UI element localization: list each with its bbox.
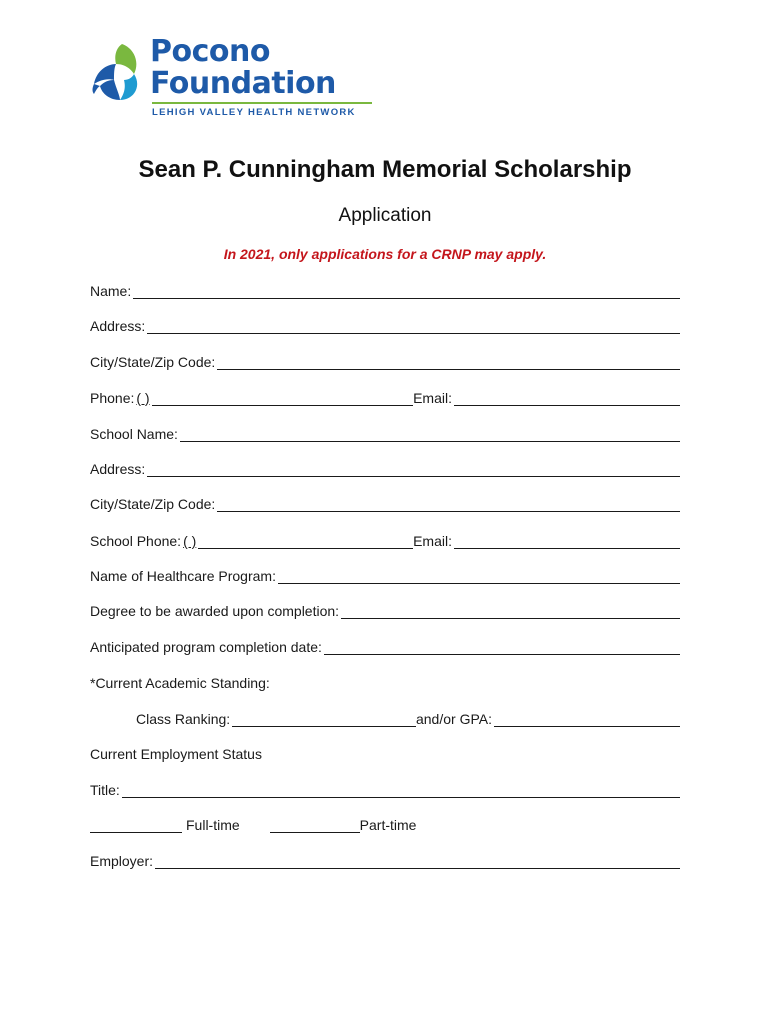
pocono-foundation-logo [90,34,380,120]
degree-field[interactable] [341,604,680,619]
gpa-field[interactable] [494,712,680,727]
ranking-row [136,707,680,727]
standing-label: *Current Academic Standing: [90,675,270,691]
email-label: Email: [413,390,452,406]
phone-field[interactable] [152,391,414,406]
school-email-field[interactable] [454,534,680,549]
school-phone-label: School Phone: [90,533,182,549]
school-name-row [90,422,680,442]
address-label: Address: [90,318,146,334]
school-phone-area-code: ( ) [183,533,197,549]
full-time-label: Full-time [186,817,240,833]
school-address-field[interactable] [147,462,680,477]
phone-label: Phone: [90,390,135,406]
class-ranking-label: Class Ranking: [136,711,231,727]
employer-field[interactable] [155,854,680,869]
phone-area-code: ( ) [136,390,150,406]
school-city-row [90,492,680,512]
completion-field[interactable] [324,640,680,655]
degree-row [90,599,680,619]
program-field[interactable] [278,569,680,584]
city-row [90,350,680,370]
school-city-field[interactable] [217,497,680,512]
page-title: Sean P. Cunningham Memorial Scholarship [138,156,632,183]
part-time-field[interactable] [270,818,360,833]
email-field[interactable] [454,391,680,406]
employment-label: Current Employment Status [90,746,262,762]
standing-row [90,671,680,691]
school-name-label: School Name: [90,426,178,442]
eligibility-notice: In 2021, only applications for a CRNP may apply. [223,246,547,262]
employer-row [90,849,680,869]
logo-divider [152,102,372,104]
completion-row [90,635,680,655]
employment-row [90,742,680,762]
school-address-row [90,457,680,477]
job-title-row [90,778,680,798]
address-field[interactable] [147,319,680,334]
employer-label: Employer: [90,853,154,869]
school-phone-field[interactable] [198,534,413,549]
program-label: Name of Healthcare Program: [90,568,276,584]
full-time-field[interactable] [90,818,182,833]
phone-row [90,386,680,406]
completion-label: Anticipated program completion date: [90,639,322,655]
school-name-field[interactable] [180,427,680,442]
page-subtitle: Application [338,205,432,226]
school-phone-row [90,529,680,549]
address-row [90,314,680,334]
job-title-field[interactable] [122,783,680,798]
school-city-label: City/State/Zip Code: [90,496,216,512]
job-title-label: Title: [90,782,120,798]
name-label: Name: [90,283,132,299]
gpa-label: and/or GPA: [415,711,492,727]
school-email-label: Email: [413,533,452,549]
degree-label: Degree to be awarded upon completion: [90,603,340,619]
school-address-label: Address: [90,461,146,477]
logo-subtitle: LEHIGH VALLEY HEALTH NETWORK [152,107,356,118]
city-field[interactable] [217,355,680,370]
part-time-label: Part-time [359,817,417,833]
logo-mark-icon [90,40,150,110]
logo-line-2: Foundation [150,66,336,101]
city-label: City/State/Zip Code: [90,354,216,370]
name-row [90,279,680,299]
employment-type-row [90,813,680,833]
name-field[interactable] [133,284,680,299]
logo-line-1: Pocono [150,34,270,69]
class-ranking-field[interactable] [232,712,416,727]
program-row [90,564,680,584]
